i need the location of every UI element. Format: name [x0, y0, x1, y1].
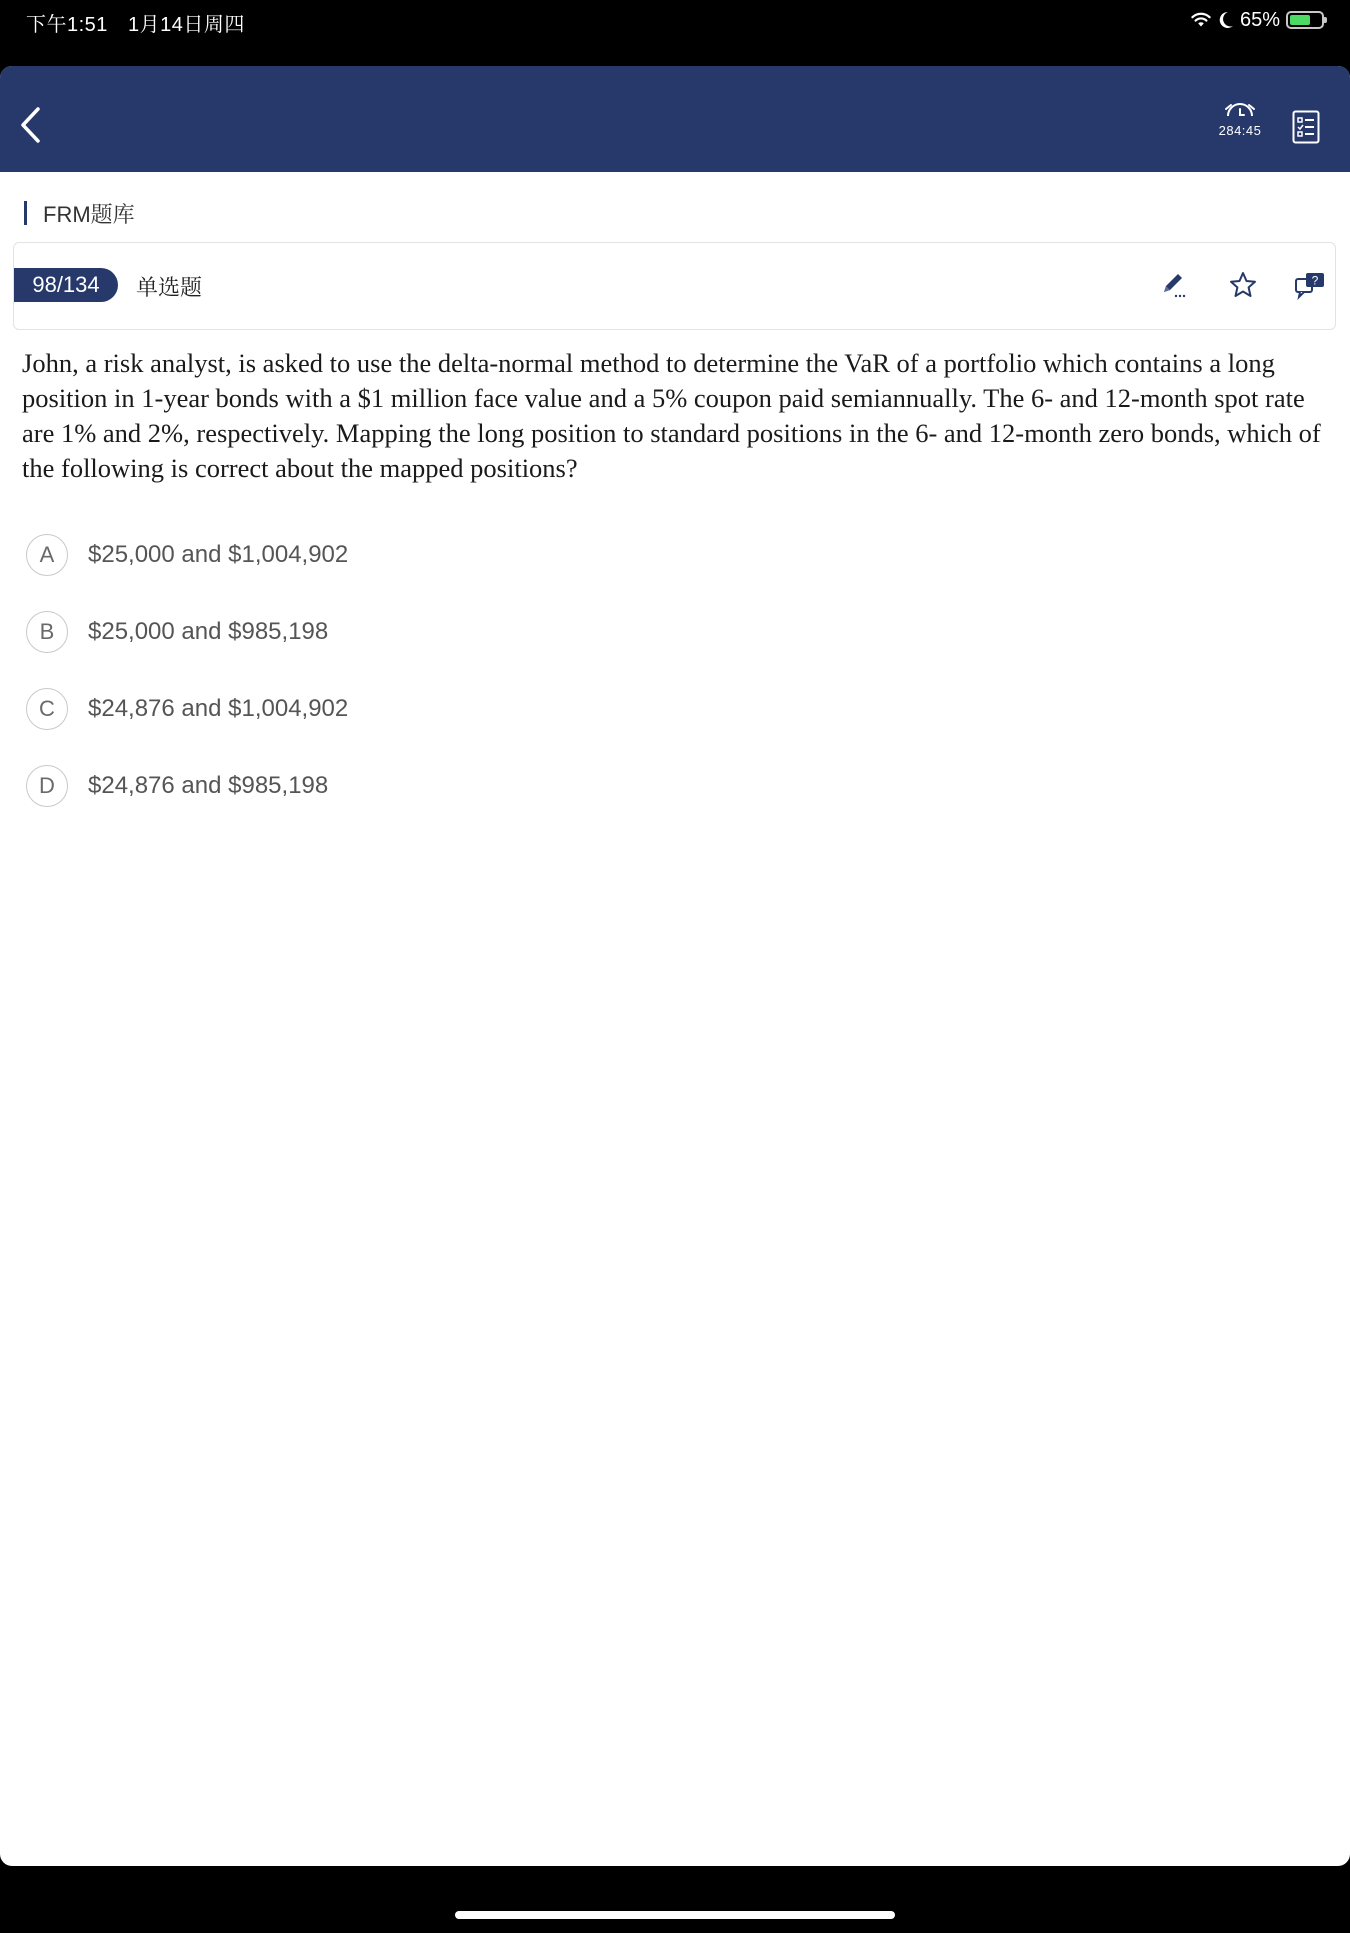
option-text: $25,000 and $985,198: [88, 618, 329, 645]
timer-button[interactable]: [1208, 102, 1272, 150]
chevron-left-icon: [18, 105, 42, 145]
status-indicators: [1190, 8, 1324, 32]
home-indicator[interactable]: [455, 1911, 895, 1919]
status-time: 下午1:51: [26, 14, 108, 36]
answer-sheet-button[interactable]: [1292, 110, 1320, 144]
battery-level-fill: [1290, 15, 1310, 25]
app-window: [0, 66, 1350, 1866]
note-button[interactable]: [1158, 270, 1188, 300]
option-c[interactable]: [26, 688, 348, 730]
checklist-icon: [1292, 110, 1320, 144]
option-letter: A: [26, 534, 68, 576]
option-a[interactable]: [26, 534, 348, 576]
back-button[interactable]: [12, 102, 48, 148]
favorite-button[interactable]: [1228, 270, 1258, 300]
status-bar: [0, 0, 1350, 66]
note-pencil-icon: [1158, 270, 1188, 300]
question-stem: John, a risk analyst, is asked to use the delta-normal method to determine the VaR of a portfolio which contains a long position in 1-year bonds with a $1 million face value and a 5% coupon paid semiannually. The 6- and 12-month spot rate are 1% and 2%, respectively. Mapping the long position to standard positions in the 6- and 12-month zero bonds, which of the following is correct about the mapped positions?: [22, 348, 1321, 483]
status-date: 1月14日周四: [128, 14, 245, 36]
svg-text:?: ?: [1311, 273, 1319, 288]
option-letter: C: [26, 688, 68, 730]
nav-bar: [0, 66, 1350, 172]
star-icon: [1228, 270, 1258, 300]
question-counter: 98/134: [14, 268, 118, 302]
question-header: [13, 242, 1336, 330]
section-accent-bar: [24, 201, 27, 225]
options-list: [26, 534, 348, 842]
battery-percent: 65%: [1239, 8, 1280, 31]
battery-charging-icon: [1286, 11, 1324, 29]
question-type: 单选题: [136, 275, 203, 300]
alarm-clock-icon: [1223, 102, 1257, 122]
section-title-text: FRM题库: [43, 201, 135, 227]
moon-icon: [1218, 11, 1234, 29]
timer-text: 284:45: [1218, 123, 1262, 138]
option-b[interactable]: [26, 611, 348, 653]
section-title: [24, 198, 135, 228]
option-letter: B: [26, 611, 68, 653]
status-time-date: [26, 8, 245, 37]
option-letter: D: [26, 765, 68, 807]
option-text: $24,876 and $985,198: [88, 772, 329, 799]
ask-question-button[interactable]: [1294, 270, 1324, 300]
option-d[interactable]: [26, 765, 348, 807]
wifi-icon: [1190, 12, 1212, 28]
question-feedback-icon: [1294, 270, 1326, 300]
option-text: $25,000 and $1,004,902: [88, 541, 349, 568]
option-text: $24,876 and $1,004,902: [88, 695, 349, 722]
